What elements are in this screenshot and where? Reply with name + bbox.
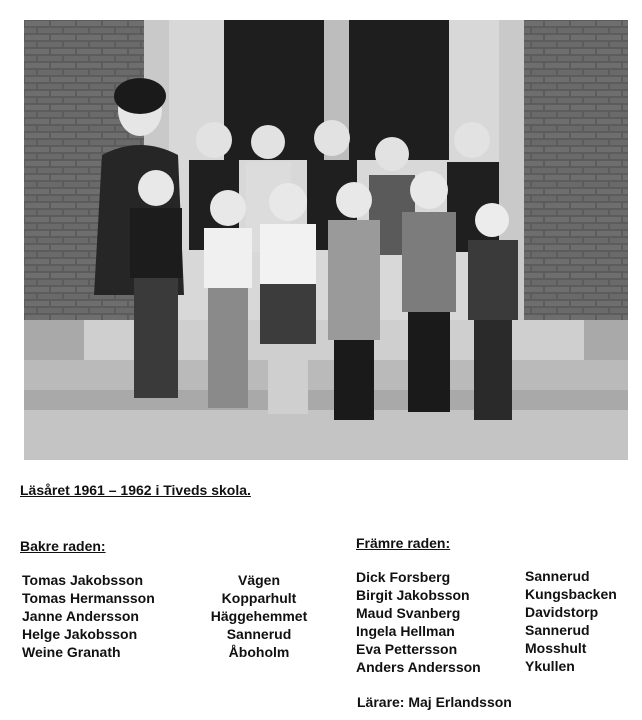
back-row-places <box>206 571 312 661</box>
back-row-name: Helge Jakobsson <box>22 626 138 642</box>
front-row-title: Främre raden: <box>356 535 451 551</box>
front-row-place: Davidstorp <box>525 604 599 620</box>
front-row-place: Mosshult <box>525 640 587 656</box>
back-row-name: Tomas Hermansson <box>22 590 155 606</box>
front-row-place: Kungsbacken <box>525 586 617 602</box>
back-row-name: Janne Andersson <box>22 608 139 624</box>
back-row-place: Häggehemmet <box>210 608 308 624</box>
front-row-place: Sannerud <box>525 622 590 638</box>
front-row-name: Maud Svanberg <box>356 605 461 621</box>
front-row-places <box>525 567 617 675</box>
front-row-name: Dick Forsberg <box>356 569 451 585</box>
front-row-place: Sannerud <box>525 568 590 584</box>
front-row-name: Ingela Hellman <box>356 623 455 639</box>
back-row-names <box>22 571 155 661</box>
back-row-place: Kopparhult <box>221 590 297 606</box>
front-row-name: Anders Andersson <box>356 659 481 675</box>
back-row-place: Åboholm <box>228 644 290 660</box>
teacher: Lärare: Maj Erlandsson <box>357 694 512 710</box>
back-row-place: Sannerud <box>226 626 292 642</box>
class-photo-illustration <box>24 20 628 460</box>
front-row-names <box>356 568 481 676</box>
front-row-name: Eva Pettersson <box>356 641 458 657</box>
front-row-name: Birgit Jakobsson <box>356 587 470 603</box>
front-row-place: Ykullen <box>525 658 575 674</box>
back-row-name: Tomas Jakobsson <box>22 572 144 588</box>
back-row-title: Bakre raden: <box>20 538 106 554</box>
class-photo <box>24 20 628 460</box>
back-row-place: Vägen <box>237 572 280 588</box>
back-row-name: Weine Granath <box>22 644 121 660</box>
heading: Läsåret 1961 – 1962 i Tiveds skola. <box>20 482 251 498</box>
